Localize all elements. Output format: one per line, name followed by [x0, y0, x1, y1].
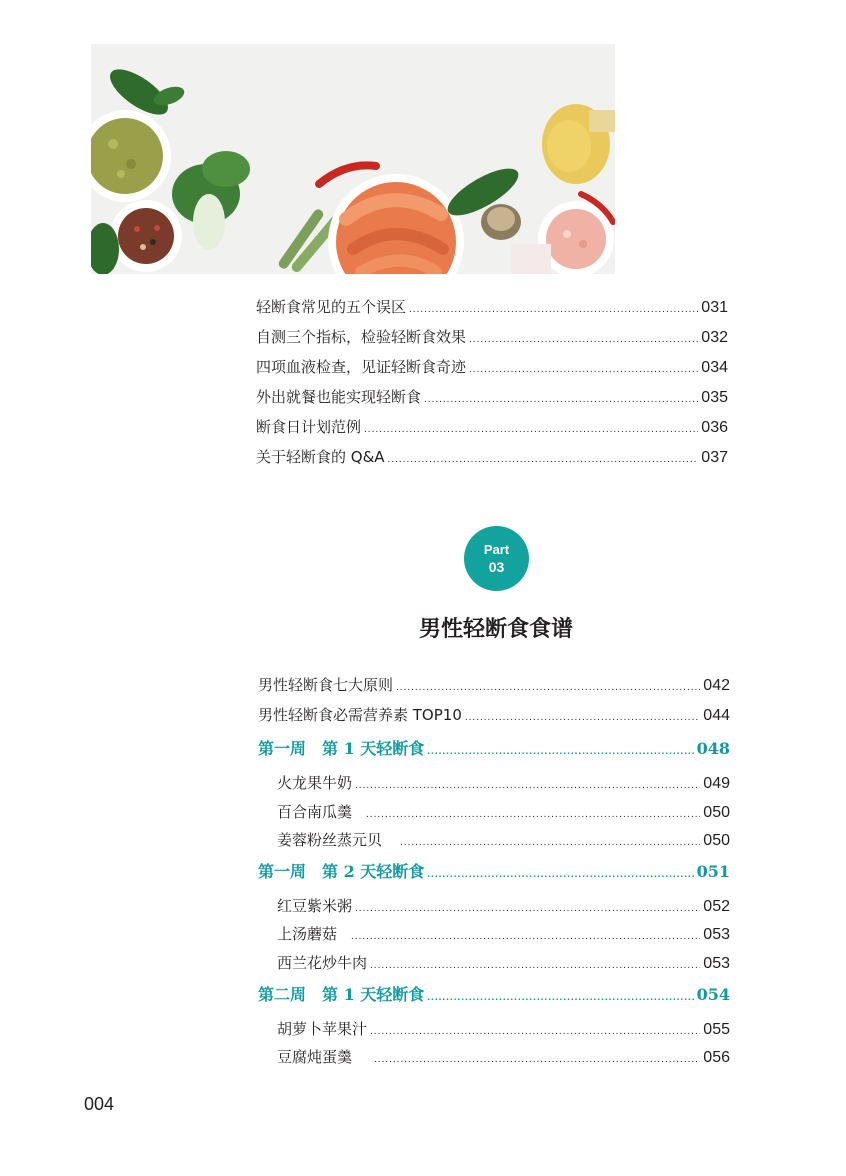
toc-entry-title: 轻断食常见的五个误区	[256, 298, 407, 316]
part-number: 03	[488, 559, 505, 575]
food-photo	[91, 44, 615, 274]
dot-leader	[351, 927, 700, 947]
dot-leader	[370, 956, 700, 976]
dot-leader	[374, 1050, 700, 1070]
recipe-page: 052	[703, 898, 730, 915]
toc-recipe-entry[interactable]	[277, 773, 730, 796]
recipe-title: 火龙果牛奶	[277, 774, 353, 792]
toc-entry-title: 自测三个指标，检验轻断食效果	[256, 328, 467, 346]
recipe-page: 049	[703, 775, 730, 792]
section-title: 男性轻断食食谱	[418, 616, 573, 642]
recipe-title: 豆腐炖蛋羹	[277, 1048, 353, 1066]
dot-leader	[370, 1022, 700, 1042]
food-photo-illustration	[91, 44, 615, 274]
toc-entry-title: 外出就餐也能实现轻断食	[256, 388, 422, 406]
recipe-title: 上汤蘑菇	[277, 925, 338, 943]
recipe-page: 053	[703, 926, 730, 943]
toc-entry-page: 032	[701, 329, 728, 346]
toc-entry-page: 037	[701, 449, 728, 466]
toc-entry-title: 关于轻断食的 Q&A	[256, 448, 385, 466]
toc-recipe-entry[interactable]	[277, 953, 730, 976]
toc-week-heading[interactable]	[258, 739, 730, 762]
dot-leader	[465, 708, 700, 728]
toc-entry[interactable]	[258, 705, 730, 728]
page-number: 004	[84, 1094, 115, 1114]
dot-leader	[427, 988, 693, 1008]
recipe-page: 055	[703, 1021, 730, 1038]
week-heading-page: 054	[696, 985, 730, 1004]
dot-leader	[396, 678, 700, 698]
dot-leader	[469, 360, 698, 380]
part-label: Part	[483, 542, 510, 557]
toc-entry[interactable]	[256, 447, 728, 470]
toc-entry[interactable]	[256, 297, 728, 320]
toc-recipe-entry[interactable]	[277, 924, 730, 947]
toc-recipe-entry[interactable]	[277, 830, 730, 853]
toc-entry[interactable]	[256, 357, 728, 380]
recipe-title: 姜蓉粉丝蒸元贝	[277, 831, 383, 849]
week-heading-title: 第一周 第 2 天轻断食	[258, 862, 425, 881]
dot-leader	[355, 776, 700, 796]
toc-entry-title: 四项血液检查，见证轻断食奇迹	[256, 358, 467, 376]
week-heading-page: 051	[696, 862, 730, 881]
toc-recipe-entry[interactable]	[277, 1047, 730, 1070]
toc-entry-page: 031	[701, 299, 728, 316]
toc-entry-page: 036	[701, 419, 728, 436]
dot-leader	[355, 899, 700, 919]
week-heading-page: 048	[696, 739, 730, 758]
toc-entry[interactable]	[258, 675, 730, 698]
toc-entry-page: 044	[703, 707, 730, 724]
toc-entry-title: 男性轻断食必需营养素 TOP10	[258, 706, 462, 724]
toc-entry[interactable]	[256, 327, 728, 350]
toc-entry-page: 042	[703, 677, 730, 694]
recipe-title: 西兰花炒牛肉	[277, 954, 368, 972]
part-badge	[464, 526, 529, 591]
week-heading-title: 第一周 第 1 天轻断食	[258, 739, 425, 758]
recipe-page: 050	[703, 804, 730, 821]
recipe-title: 红豆紫米粥	[277, 897, 353, 915]
toc-week-heading[interactable]	[258, 985, 730, 1008]
toc-recipe-entry[interactable]	[277, 1019, 730, 1042]
toc-entry[interactable]	[256, 387, 728, 410]
dot-leader	[469, 330, 698, 350]
toc-entry-page: 035	[701, 389, 728, 406]
recipe-page: 053	[703, 955, 730, 972]
dot-leader	[366, 805, 700, 825]
recipe-page: 050	[703, 832, 730, 849]
toc-entry-page: 034	[701, 359, 728, 376]
week-heading-title: 第二周 第 1 天轻断食	[258, 985, 425, 1004]
dot-leader	[364, 420, 698, 440]
recipe-title: 百合南瓜羹	[277, 803, 353, 821]
toc-recipe-entry[interactable]	[277, 802, 730, 825]
toc-entry-title: 断食日计划范例	[256, 418, 362, 436]
dot-leader	[400, 833, 700, 853]
dot-leader	[427, 865, 693, 885]
dot-leader	[409, 300, 698, 320]
dot-leader	[388, 450, 699, 470]
toc-recipe-entry[interactable]	[277, 896, 730, 919]
dot-leader	[427, 742, 693, 762]
toc-entry-title: 男性轻断食七大原则	[258, 676, 394, 694]
recipe-page: 056	[703, 1049, 730, 1066]
toc-week-heading[interactable]	[258, 862, 730, 885]
recipe-title: 胡萝卜苹果汁	[277, 1020, 368, 1038]
dot-leader	[424, 390, 698, 410]
toc-entry[interactable]	[256, 417, 728, 440]
